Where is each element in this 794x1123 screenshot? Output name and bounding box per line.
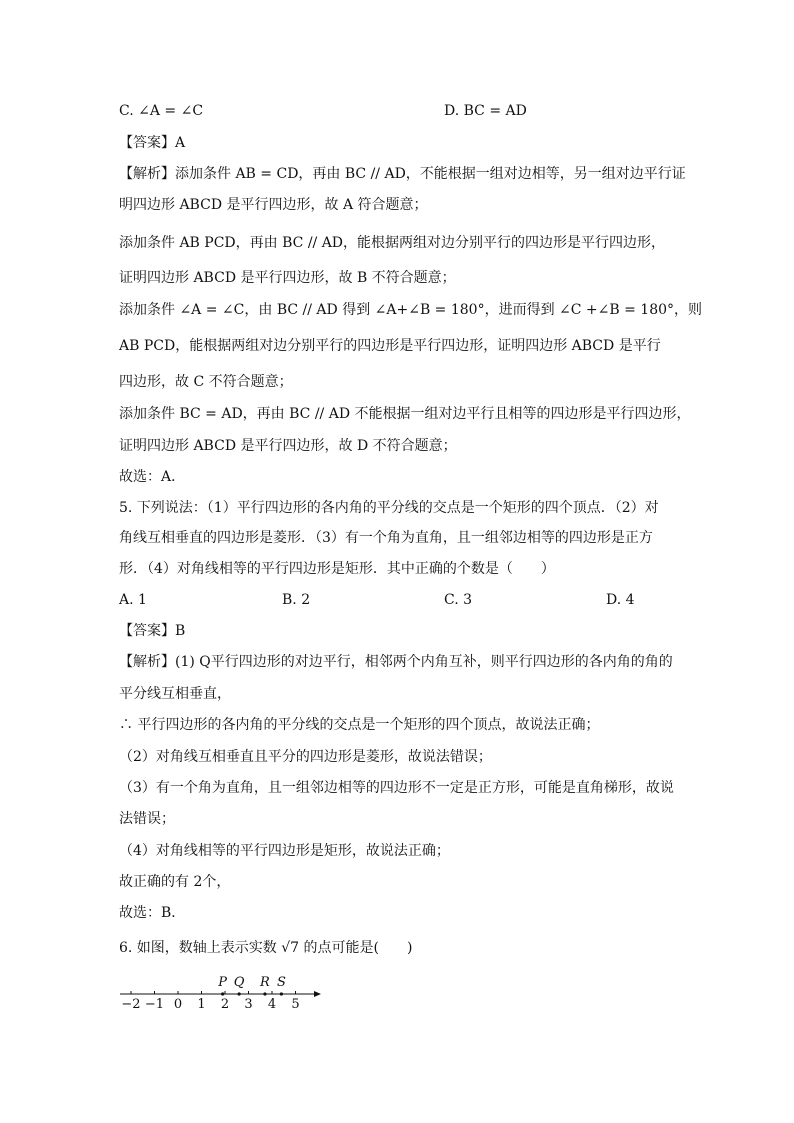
- q5-option-d: D. 4: [606, 592, 635, 608]
- q4-analysis-line: 【解析】添加条件 AB = CD，再由 BC // AD，不能根据一组对边相等，另一组对边平行证: [119, 166, 686, 182]
- number-line-tick-label: 5: [291, 997, 300, 1012]
- q4-analysis-line: 证明四边形 ABCD 是平行四边形，故 D 不符合题意；: [119, 438, 457, 454]
- q5-analysis-line: 平分线互相垂直，: [119, 686, 231, 702]
- q5-analysis-line: 故选：B．: [119, 905, 186, 921]
- q5-analysis-line: （4）对角线相等的平行四边形是矩形，故说法正确；: [119, 843, 450, 859]
- q4-analysis-line: 添加条件 BC = AD，再由 BC // AD 不能根据一组对边平行且相等的四边形是平行四边形，: [119, 406, 691, 422]
- number-line-point-label: R: [260, 975, 270, 990]
- q5-analysis-line: ∴ 平行四边形的各内角的平分线的交点是一个矩形的四个顶点，故说法正确；: [119, 717, 600, 733]
- number-line-tick-label: 3: [244, 997, 253, 1012]
- number-line-point: [238, 992, 241, 995]
- number-line-point-label: P: [218, 975, 228, 990]
- q5-stem-line: 5. 下列说法：（1）平行四边形的各内角的平分线的交点是一个矩形的四个顶点．（2）对: [119, 500, 659, 516]
- q4-analysis-line: 四边形，故 C 不符合题意；: [119, 374, 293, 390]
- number-line-point-label: Q: [233, 975, 245, 990]
- q4-analysis-line: 添加条件 ∠A = ∠C，由 BC // AD 得到 ∠A+∠B = 180°，进而得到 ∠C +∠B = 180°，则: [119, 302, 703, 318]
- option-c: C. ∠A = ∠C: [119, 103, 204, 119]
- q5-stem-line: 角线互相垂直的四边形是菱形．（3）有一个角为直角，且一组邻边相等的四边形是正方: [119, 530, 653, 546]
- number-line-tick-label: −1: [144, 997, 165, 1012]
- q5-option-c: C. 3: [444, 592, 473, 608]
- number-line-point-label: S: [276, 975, 286, 990]
- number-line-point: [280, 992, 283, 995]
- q4-analysis-line: 添加条件 AB PCD，再由 BC // AD，能根据两组对边分别平行的四边形是平行四边形，: [119, 235, 666, 251]
- q4-analysis-line: 明四边形 ABCD 是平行四边形，故 A 符合题意；: [119, 197, 428, 213]
- q5-analysis-line: 法错误；: [119, 811, 175, 827]
- q5-option-b: B. 2: [282, 592, 311, 608]
- number-line-tick-label: −2: [121, 997, 141, 1012]
- q5-analysis-line: （2）对角线互相垂直且平分的四边形是菱形，故说法错误；: [119, 749, 492, 765]
- q5-option-a: A. 1: [119, 592, 147, 608]
- q5-analysis-line: 【解析】(1) Q平行四边形的对边平行，相邻两个内角互补，则平行四边形的各内角的角的: [119, 654, 673, 670]
- number-line-tick-label: 2: [220, 997, 230, 1012]
- q4-analysis-line: 故选：A．: [119, 469, 186, 485]
- q4-analysis-line: AB PCD，能根据两组对边分别平行的四边形是平行四边形，证明四边形 ABCD 是平行: [119, 338, 661, 354]
- q5-analysis-line: 故正确的有 2个，: [119, 874, 231, 890]
- number-line-tick-label: 0: [173, 997, 183, 1012]
- q4-answer: 【答案】A: [119, 135, 186, 151]
- q6-stem: 6. 如图，数轴上表示实数 √7 的点可能是( ): [119, 940, 413, 956]
- number-line-figure: [118, 966, 328, 1016]
- number-line-point: [221, 992, 224, 995]
- q5-analysis-line: （3）有一个角为直角，且一组邻边相等的四边形不一定是正方形，可能是直角梯形，故说: [119, 780, 674, 796]
- q5-answer: 【答案】B: [119, 623, 186, 639]
- number-line-arrow-icon: [314, 991, 321, 997]
- number-line-tick-label: 1: [197, 997, 206, 1012]
- number-line-point: [263, 992, 266, 995]
- number-line-tick-label: 4: [267, 997, 277, 1012]
- q5-stem-line: 形．（4）对角线相等的平行四边形是矩形．其中正确的个数是（ ）: [119, 561, 555, 577]
- option-d: D. BC = AD: [444, 103, 527, 119]
- q4-analysis-line: 证明四边形 ABCD 是平行四边形，故 B 不符合题意；: [119, 270, 456, 286]
